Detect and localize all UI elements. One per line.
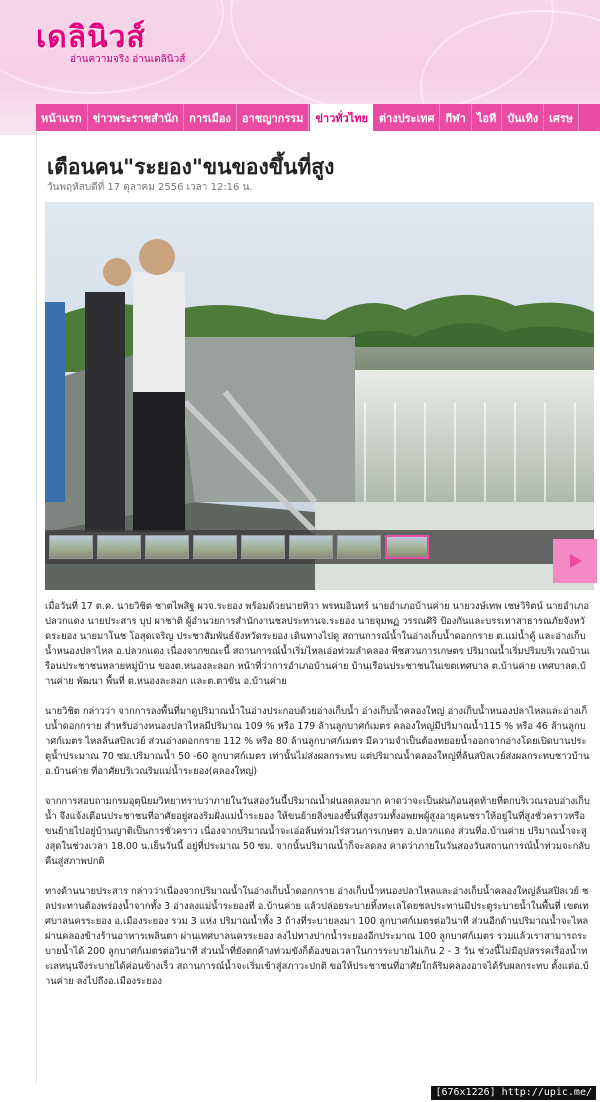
gallery-thumbnails [45,530,594,564]
article-title: เตือนคน"ระยอง"ขนของขึ้นที่สูง [47,155,335,179]
site-logo[interactable]: เดลินิวส์ [36,20,146,55]
article-date: วันพฤหัสบดีที่ 17 ตุลาคม 2556 เวลา 12:16 น. [47,182,253,193]
article-container [36,131,599,1085]
gallery-thumbnail[interactable] [289,535,333,559]
nav-item-sport[interactable]: กีฬา [440,104,471,131]
nav-item-royal[interactable]: ข่าวพระราชสำนัก [88,104,185,131]
nav-item-foreign[interactable]: ต่างประเทศ [374,104,440,131]
nav-item-crime[interactable]: อาชญากรรม [237,104,310,131]
play-icon [566,552,584,570]
nav-item-politics[interactable]: การเมือง [184,104,237,131]
nav-item-home[interactable]: หน้าแรก [36,104,88,131]
nav-item-economy[interactable]: เศรษ [544,104,579,131]
site-slogan: อ่านความจริง อ่านเดลินิวส์ [70,54,186,65]
nav-item-regional[interactable]: ข่าวทั่วไทย [309,104,374,131]
gallery-thumbnail[interactable] [241,535,285,559]
article-body [45,599,590,1004]
nav-item-it[interactable]: ไอที [472,104,502,131]
article-paragraph: เมื่อวันที่ 17 ต.ค. นายวิชิต ชาตไพสิฐ ผวจ.ระยอง พร้อมด้วยนายทิวา พรหมอินทร์ นายอำเภอบ้านค่าย นายวงษ์เทพ เชษวิริตน์ นายอำเภอปลวกแดง นายประสาร บุป ผาชาติ ผู้อำนวยการสำนักงานชลประทานจ.ระยอง นายจุมพฏ วรรณศิริ ป้องกันและบรรเทาสาธารณภัยจังหวัดระยอง นายมาโนช โอสุดเจริญ ประชาสัมพันธ์จังหวัดระยอง เดินทางไปดู สถานการณ์น้ำในอ่างเก็บน้ำดอกกราย ต.แม่น้ำคู้ และอ่างเก็บน้ำหนองปลาไหล อ.ปลวกแดง เนื่องจากขณะนี้ สถานการณ์น้ำเริ่มไหลเอ่อท่วมลำคลอง พืชสวนการเกษตร ปริมาณน้ำเริ่มปริมบริเวณบ้านเรือนประชาชนหลายหมู่บ้าน ของต.หนองละลอก หน้าที่ว่าการอำเภอบ้านค่าย บ้านเรือนประชาชนในเขตเทศบาล ต.บ้านค่าย เทศบาลต.บ้านค่าย พัฒนา พื้นที่ ต.หนองละลอก และต.ตาขัน อ.บ้านค่าย [45,601,590,687]
gallery-thumbnail-active[interactable] [385,535,429,559]
gallery-thumbnail[interactable] [49,535,93,559]
article-paragraph: นายวิชิต กล่าวว่า จากการลงพื้นที่มาดูปริมาณน้ำในอ่างประกอบด้วยอ่างเก็บน้ำ อ่างเก็บน้ำคลองใหญ่ อ่างเก็บน้ำหนองปลาไหลและอ่างเก็บน้ำดอกกราย สำหรับอ่างหนองปลาไหลมีปริมาณ 109 % หรือ 179 ล้านลูกบาศก์เมตร คลองใหญ่มีปริมาณน้ำ115 % หรือ 46 ล้านลูกบาศก์เมตร ไหลล้นสปิลเวย์ ส่วนอ่างดอกกราย 112 % หรือ 80 ล้านลูกบาศก์เมตร มีความจำเป็นต้องทยอยน้ำออกจากอ่างโดยเปิดบานประตูน้ำประมาณ 70 ซม.ปริมาณน้ำ 50 -60 ลูกบาศก์เมตร เท่านั้นไม่ส่งผลกระทบ แต่ปริมาณน้ำคลองใหญ่ที่ล้นสปิลเวย์ส่งผลกระทบชาวบ้าน อ.บ้านค่าย ที่อาศัยบริเวณริมแม่น้ำระยอง(คลองใหญ่) [45,706,590,777]
gallery-thumbnail[interactable] [337,535,381,559]
article-paragraph: ทางด้านนายประสาร กล่าวว่าเนื่องจากปริมาณน้ำในอ่างเก็บน้ำดอกกราย อ่างเก็บน้ำหนองปลาไหลและอ่างเก็บน้ำคลองใหญ่ล้นสปิลเวย์ ชลประทานต้องพร่องน้ำจากทั้ง 3 อ่างลงแม่น้ำระยองที่ อ.บ้านค่าย แล้วปล่อยระบายทิ้งทะเลโดยชลประทานมีประตูระบายน้ำในพื้นที่ เขตเทศบาลนครระยอง อ.เมืองระยอง รวม 3 แห่ง ปริมาณน้ำทั้ง 3 ถ้างที่ระบายลงมา 100 ลูกบาศก์เมตรต่อวินาที ส่วนอีกด้านปริมาณน้ำจะไหลผ่านคลองข้างร้านอาหารเพลินตา ผ่านเทศบาลนครระยอง ลงไปทางปากน้ำระยองอีกประมาณ 100 ลูกบาศก์เมตร รวมแล้วเราสามารถระบายน้ำได้ 200 ลูกบาศก์เมตรต่อวินาที ส่วนน้ำที่ยังตกค้างท่วมขังก็ต้องขอเวลาในการระบายไม่เกิน 2 - 3 วัน ช่วงนี้ไม่มีอุปสรรคเรื่องน้ำทะเลหนุนจึงระบายได้ค่อนข้างเร็ว สถานการณ์น้ำจะเริ่มเข้าสู่สภาวะปกติ ขอให้ประชาชนที่อาศัยใกล้ริมคลองอาจได้รับผลกระทบ ตั้งแต่อ.บ้านค่าย ลงไปถึงอ.เมืองระยอง [45,886,589,987]
nav-item-entertainment[interactable]: บันเทิง [502,104,544,131]
article-paragraph: จากการสอบถามกรมอุตุนิยมวิทยาทราบว่าภายในวันสองวันนี้ปริมาณน้ำฝนลดลงมาก คาดว่าจะเป็นฝนก้อนสุดท้ายที่ตกบริเวณรอบอ่างเก็บน้ำ จึงแจ้งเตือนประชาชนที่อาศัยอยู่สองริมฝั่งแม่น้ำระยอง ให้ขนย้ายสิ่งของขึ้นที่สูงรวมทั้งอพยพผู้สูงอายุคนชราให้อยู่ในที่สูงชั่วคราวหรือขนย้ายไปอยู่บ้านญาติเป็นการชั่วคราว เนื่องจากปริมาณน้ำจะเอ่อล้นท่วมไร่สวนการเกษตร อ.ปลวกแดง ส่วนที่อ.บ้านค่าย ปริมาณน้ำจะสูงสุดในช่วงเวลา 18.00 น.เย็นวันนี้ อยู่ที่ประมาณ 50 ซม. จากนั้นปริมาณน้ำก็จะลดลง คาดว่าภายในวันสองวันสถานการณ์น้ำท่วมจะกลับคืนสู่สภาพปกติ [45,796,590,867]
upic-watermark: [676x1226] http://upic.me/ [431,1086,596,1100]
gallery-thumbnail[interactable] [97,535,141,559]
main-nav [36,104,600,131]
gallery-next-button[interactable] [553,539,597,583]
gallery-thumbnail[interactable] [193,535,237,559]
gallery-thumbnail[interactable] [145,535,189,559]
